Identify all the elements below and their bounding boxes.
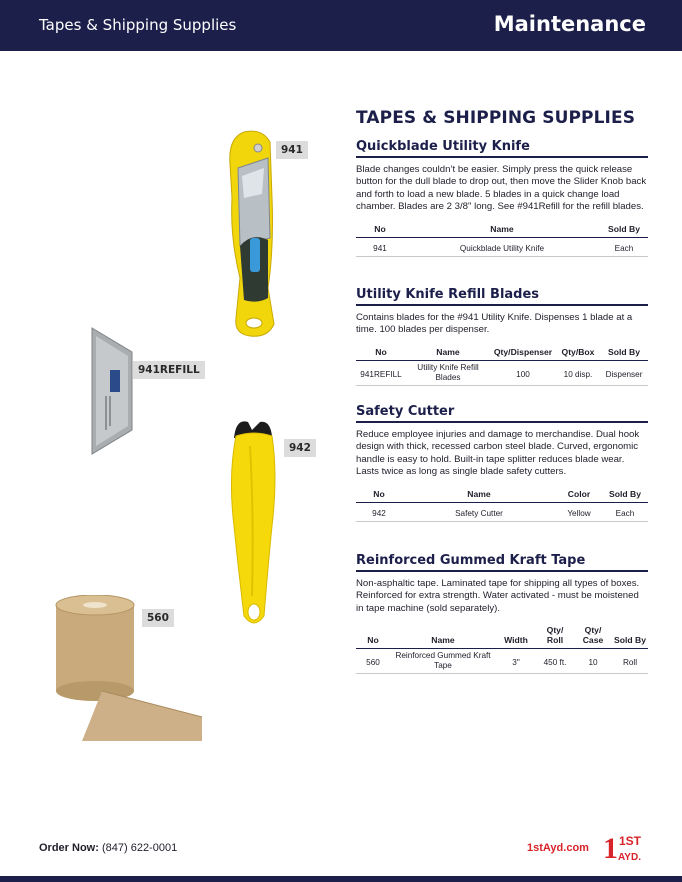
product-table [356, 346, 648, 386]
table-cell: 10 [574, 649, 612, 674]
table-cell: 10 disp. [556, 360, 600, 385]
col-header: No [356, 624, 390, 649]
section-heading: Quickblade Utility Knife [356, 139, 648, 158]
section-heading: Safety Cutter [356, 404, 648, 423]
website-link[interactable]: 1stAyd.com [527, 842, 589, 854]
refill-blades-image [86, 326, 136, 456]
section-description: Reduce employee injuries and damage to merchandise. Dual hook design with thick, recessed carbon steel blade. Curved, ergonomic handle is easy to hold. Built-in tape splitter reduces blade wear. Lasts twice as long as single blade safety cutters. [356, 429, 640, 478]
table-cell: Safety Cutter [402, 502, 556, 521]
table-cell: Utility Knife Refill Blades [406, 360, 490, 385]
order-label: Order Now: [39, 842, 99, 854]
col-header: Sold By [602, 488, 648, 503]
table-cell: Each [602, 502, 648, 521]
col-header: Qty/Dispenser [490, 346, 556, 361]
col-header: No [356, 223, 404, 238]
kraft-tape-image [42, 595, 204, 743]
col-header: Qty/ Roll [536, 624, 574, 649]
section-heading: Utility Knife Refill Blades [356, 287, 648, 306]
item-label-941refill: 941REFILL [133, 361, 205, 379]
col-header: Name [406, 346, 490, 361]
logo-text-top: 1ST [619, 834, 642, 848]
logo-text-bottom: AYD. [618, 852, 641, 863]
brand-logo [601, 832, 647, 864]
page-title: TAPES & SHIPPING SUPPLIES [356, 108, 636, 128]
product-table [356, 223, 648, 257]
header-section: Maintenance [493, 12, 646, 36]
col-header: Name [402, 488, 556, 503]
header-category: Tapes & Shipping Supplies [39, 16, 237, 34]
section-quickblade [356, 139, 648, 257]
table-row [356, 502, 648, 521]
order-info [39, 842, 177, 854]
utility-knife-image [222, 128, 282, 340]
section-description: Non-asphaltic tape. Laminated tape for shipping all types of boxes. Reinforced for extra strength. Water activated - must be moistened in tape machine (sold separately). [356, 578, 640, 614]
section-safety-cutter [356, 404, 648, 522]
table-row [356, 360, 648, 385]
table-cell: Dispenser [600, 360, 648, 385]
table-cell: Reinforced Gummed Kraft Tape [390, 649, 496, 674]
col-header: No [356, 488, 402, 503]
order-phone: (847) 622-0001 [101, 842, 178, 854]
col-header: Color [556, 488, 602, 503]
col-header: Sold By [600, 223, 648, 238]
section-kraft-tape [356, 553, 648, 674]
product-table [356, 488, 648, 522]
svg-text:1: 1 [603, 832, 618, 864]
section-description: Blade changes couldn’t be easier. Simply press the quick release button for the dull blade to drop out, then move the Slider Knob back and forth to load a new blade. 5 blades in a quick change load chamber. Blades are 2 3/8" long. See #941Refill for the refill blades. [356, 164, 647, 213]
table-cell: 941REFILL [356, 360, 406, 385]
col-header: Sold By [600, 346, 648, 361]
table-cell: Each [600, 237, 648, 256]
footer-bar [0, 876, 682, 882]
safety-cutter-image [228, 416, 278, 630]
col-header: Name [390, 624, 496, 649]
table-cell: Quickblade Utility Knife [404, 237, 600, 256]
table-cell: Roll [612, 649, 648, 674]
header-bar [0, 0, 682, 51]
item-label-941: 941 [276, 141, 308, 159]
section-description: Contains blades for the #941 Utility Knife. Dispenses 1 blade at a time. 100 blades per dispenser. [356, 312, 633, 336]
section-refill-blades [356, 287, 648, 386]
table-cell: 941 [356, 237, 404, 256]
table-cell: Yellow [556, 502, 602, 521]
table-cell: 100 [490, 360, 556, 385]
col-header: Name [404, 223, 600, 238]
item-label-942: 942 [284, 439, 316, 457]
table-cell: 3" [496, 649, 536, 674]
table-row [356, 237, 648, 256]
item-label-560: 560 [142, 609, 174, 627]
col-header: Width [496, 624, 536, 649]
product-table [356, 624, 648, 674]
col-header: Qty/ Case [574, 624, 612, 649]
table-cell: 560 [356, 649, 390, 674]
col-header: No [356, 346, 406, 361]
col-header: Qty/Box [556, 346, 600, 361]
table-cell: 942 [356, 502, 402, 521]
table-cell: 450 ft. [536, 649, 574, 674]
table-row [356, 649, 648, 674]
col-header: Sold By [612, 624, 648, 649]
section-heading: Reinforced Gummed Kraft Tape [356, 553, 648, 572]
